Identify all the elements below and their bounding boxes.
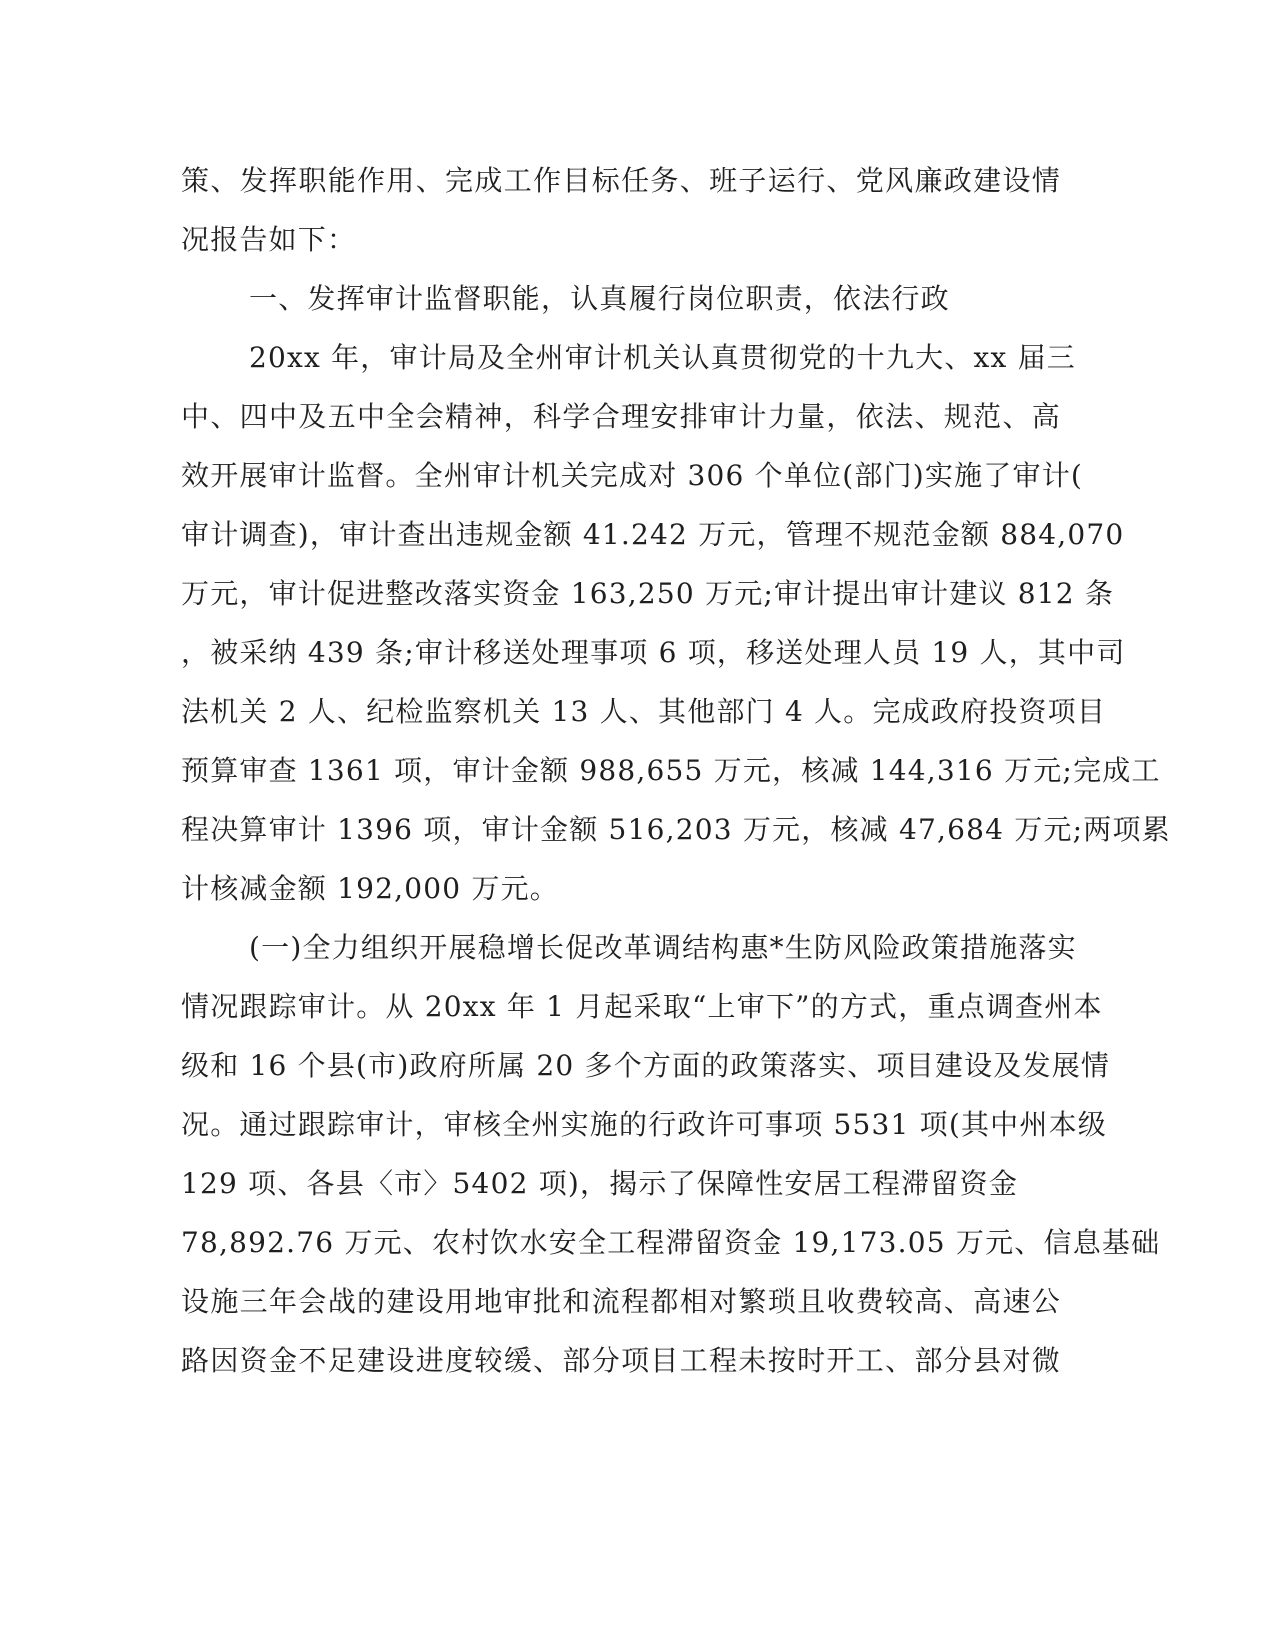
text-line: 程决算审计 1396 项，审计金额 516,203 万元，核减 47,684 万元;两项累	[181, 813, 1171, 846]
text-line: 级和 16 个县(市)政府所属 20 多个方面的政策落实、项目建设及发展情	[181, 1049, 1111, 1082]
text-line: 78,892.76 万元、农村饮水安全工程滞留资金 19,173.05 万元、信息基础	[181, 1226, 1161, 1259]
text-line: 策、发挥职能作用、完成工作目标任务、班子运行、党风廉政建设情	[181, 164, 1061, 197]
text-line: 况报告如下：	[181, 223, 357, 256]
text-line: 129 项、各县〈市〉5402 项)，揭示了保障性安居工程滞留资金	[181, 1167, 1019, 1200]
text-line: 设施三年会战的建设用地审批和流程都相对繁琐且收费较高、高速公	[181, 1285, 1061, 1318]
section-heading: 一、发挥审计监督职能，认真履行岗位职责，依法行政	[249, 282, 950, 315]
text-line: 路因资金不足建设进度较缓、部分项目工程未按时开工、部分县对微	[181, 1344, 1061, 1377]
text-line: 审计调查)，审计查出违规金额 41.242 万元，管理不规范金额 884,070	[181, 518, 1125, 551]
text-line: 效开展审计监督。全州审计机关完成对 306 个单位(部门)实施了审计(	[181, 459, 1084, 492]
text-line: 况。通过跟踪审计，审核全州实施的行政许可事项 5531 项(其中州本级	[181, 1108, 1107, 1141]
text-line: 法机关 2 人、纪检监察机关 13 人、其他部门 4 人。完成政府投资项目	[181, 695, 1107, 728]
text-line: 情况跟踪审计。从 20xx 年 1 月起采取“上审下”的方式，重点调查州本	[181, 990, 1103, 1023]
text-line: 计核减金额 192,000 万元。	[181, 872, 559, 905]
text-line: 预算审查 1361 项，审计金额 988,655 万元，核减 144,316 万元;完成工	[181, 754, 1161, 787]
text-line: ，被采纳 439 条;审计移送处理事项 6 项，移送处理人员 19 人，其中司	[181, 636, 1126, 669]
text-line: 20xx 年，审计局及全州审计机关认真贯彻党的十九大、xx 届三	[249, 341, 1076, 374]
subsection-heading: (一)全力组织开展稳增长促改革调结构惠*生防风险政策措施落实	[249, 931, 1077, 964]
text-line: 万元，审计促进整改落实资金 163,250 万元;审计提出审计建议 812 条	[181, 577, 1115, 610]
text-line: 中、四中及五中全会精神，科学合理安排审计力量，依法、规范、高	[181, 400, 1061, 433]
